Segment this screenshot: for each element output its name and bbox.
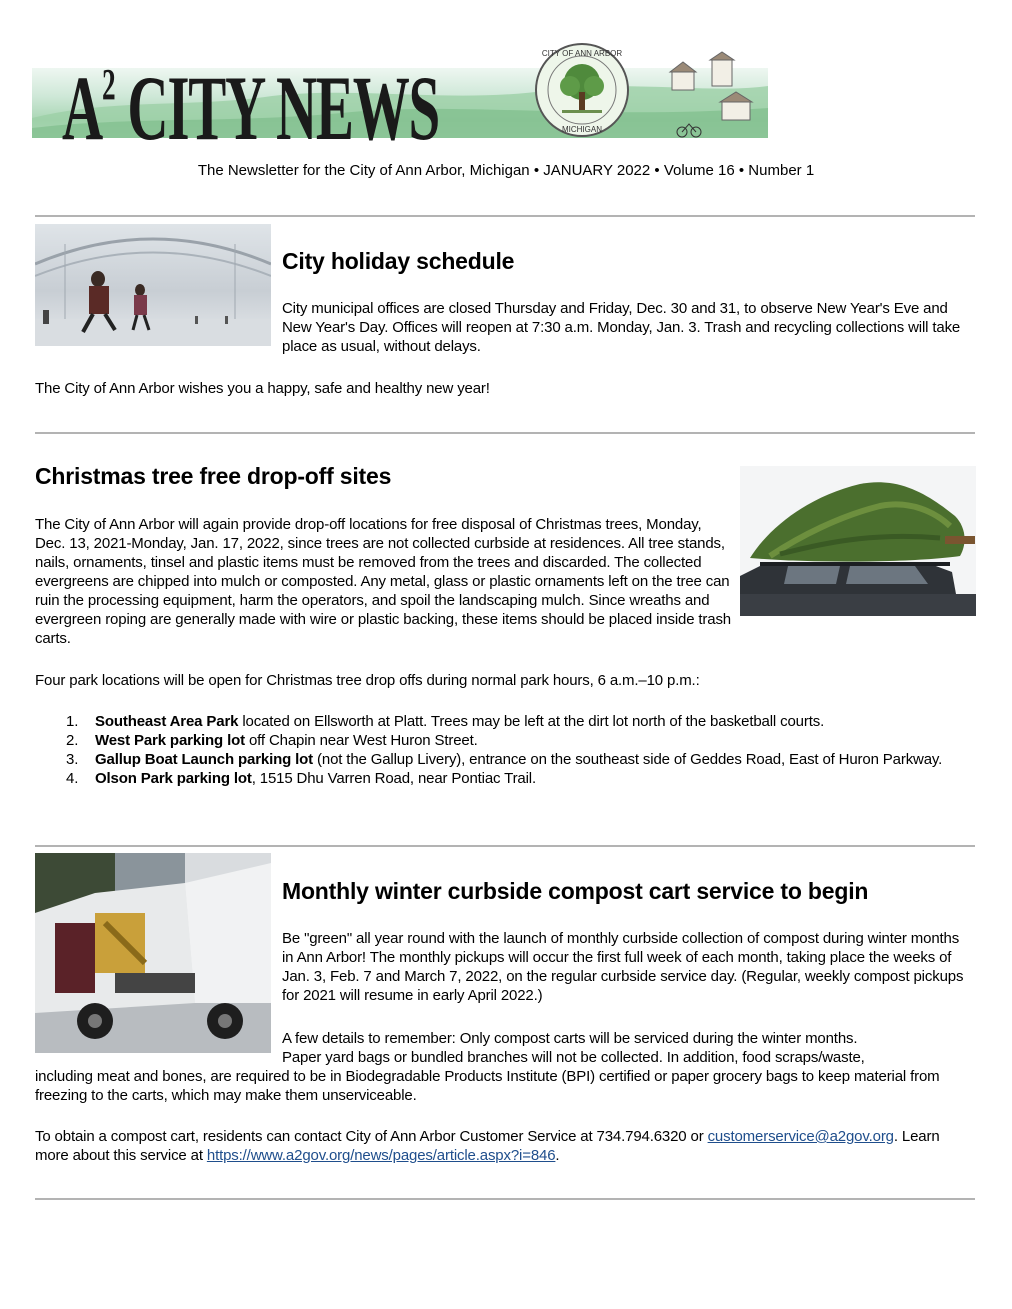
town-scene-icon <box>642 50 772 140</box>
list-item: 2. West Park parking lot off Chapin near West Huron Street. <box>66 732 478 749</box>
ice-skating-photo <box>35 224 271 346</box>
article-title-tree: Christmas tree free drop-off sites <box>35 463 392 489</box>
divider <box>35 432 975 434</box>
article-body-tree: The City of Ann Arbor will again provide drop-off locations for free disposal of Christmas trees, Monday, Dec. 13, 2021-Monday, Jan. 17, 2022, since trees are not collected curbside at residences. All tree stands, nails, ornaments, tinsel and plastic items must be removed from the trees and discarded. The collected evergreens are chipped into mulch or composted. Any metal, glass or plastic ornaments left on the tree can ruin the processing equipment, harm the operators, and spoil the landscaping mulch. Since wreaths and evergreen roping are generally made with wire or plastic backing, these items should be placed inside trash carts. <box>35 516 732 647</box>
article-body-compost-1: Be "green" all year round with the launch of monthly curbside collection of compost during winter months in Ann Arbor! The monthly pickups will occur the first full week of each month, taking place the weeks of Jan. 3, Feb. 7 and March 7, 2022, on the regular curbside service day. (Regular, weekly compost pickups for 2021 will resume in early April 2022.) <box>282 930 964 1004</box>
compost-truck-photo <box>35 853 271 1053</box>
list-item: 3. Gallup Boat Launch parking lot (not the Gallup Livery), entrance on the southeast side of Geddes Road, East of Huron Parkway. <box>66 751 943 768</box>
svg-text:MICHIGAN: MICHIGAN <box>562 125 602 134</box>
article-title-holiday: City holiday schedule <box>282 248 515 274</box>
newsletter-subtitle: The Newsletter for the City of Ann Arbor, Michigan • JANUARY 2022 • Volume 16 • Number 1 <box>197 162 815 179</box>
customer-service-email-link[interactable]: customerservice@a2gov.org <box>707 1128 894 1145</box>
article-body-holiday: City municipal offices are closed Thursday and Friday, Dec. 30 and 31, to observe New Year's Eve and New Year's Day. Offices will reopen at 7:30 a.m. Monday, Jan. 3. Trash and recycling collections will take place as usual, without delays. <box>282 300 961 355</box>
list-item: 1. Southeast Area Park located on Ellsworth at Platt. Trees may be left at the dirt lot north of the basketball courts. <box>66 713 825 730</box>
list-item: 4. Olson Park parking lot, 1515 Dhu Varren Road, near Pontiac Trail. <box>66 770 537 787</box>
drop-off-locations-list <box>66 712 946 788</box>
article-body-compost-2b: Paper yard bags or bundled branches will not be collected. In addition, food scraps/waste, <box>282 1049 865 1066</box>
compost-contact: To obtain a compost cart, residents can contact City of Ann Arbor Customer Service at 734.794.6320 or customerservice@a2gov.org. Learn more about this service at https://www.a2gov.org/news/pages/article.aspx?i=846. <box>35 1128 940 1164</box>
svg-text:CITY OF ANN ARBOR: CITY OF ANN ARBOR <box>541 49 623 58</box>
divider <box>35 215 975 217</box>
article-body-compost-2c: including meat and bones, are required to be in Biodegradable Products Institute (BPI) certified or paper grocery bags to keep material from freezing to the carts, which may make them unserviceable. <box>35 1068 940 1104</box>
article-body-compost-2a: A few details to remember: Only compost carts will be serviced during the winter months. <box>282 1030 858 1047</box>
city-seal-icon <box>532 40 632 140</box>
divider <box>35 845 975 847</box>
compost-article-link[interactable]: https://www.a2gov.org/news/pages/article.aspx?i=846 <box>206 1147 556 1164</box>
masthead-title: $A^2$ CITY NEWS <box>62 57 439 159</box>
holiday-closing: The City of Ann Arbor wishes you a happy, safe and healthy new year! <box>35 380 490 397</box>
tree-on-car-photo <box>740 466 976 616</box>
tree-intro: Four park locations will be open for Christmas tree drop offs during normal park hours, 6 a.m.–10 p.m.: <box>35 672 700 689</box>
divider <box>35 1198 975 1200</box>
article-title-compost: Monthly winter curbside compost cart service to begin <box>282 878 869 904</box>
masthead <box>32 30 772 159</box>
